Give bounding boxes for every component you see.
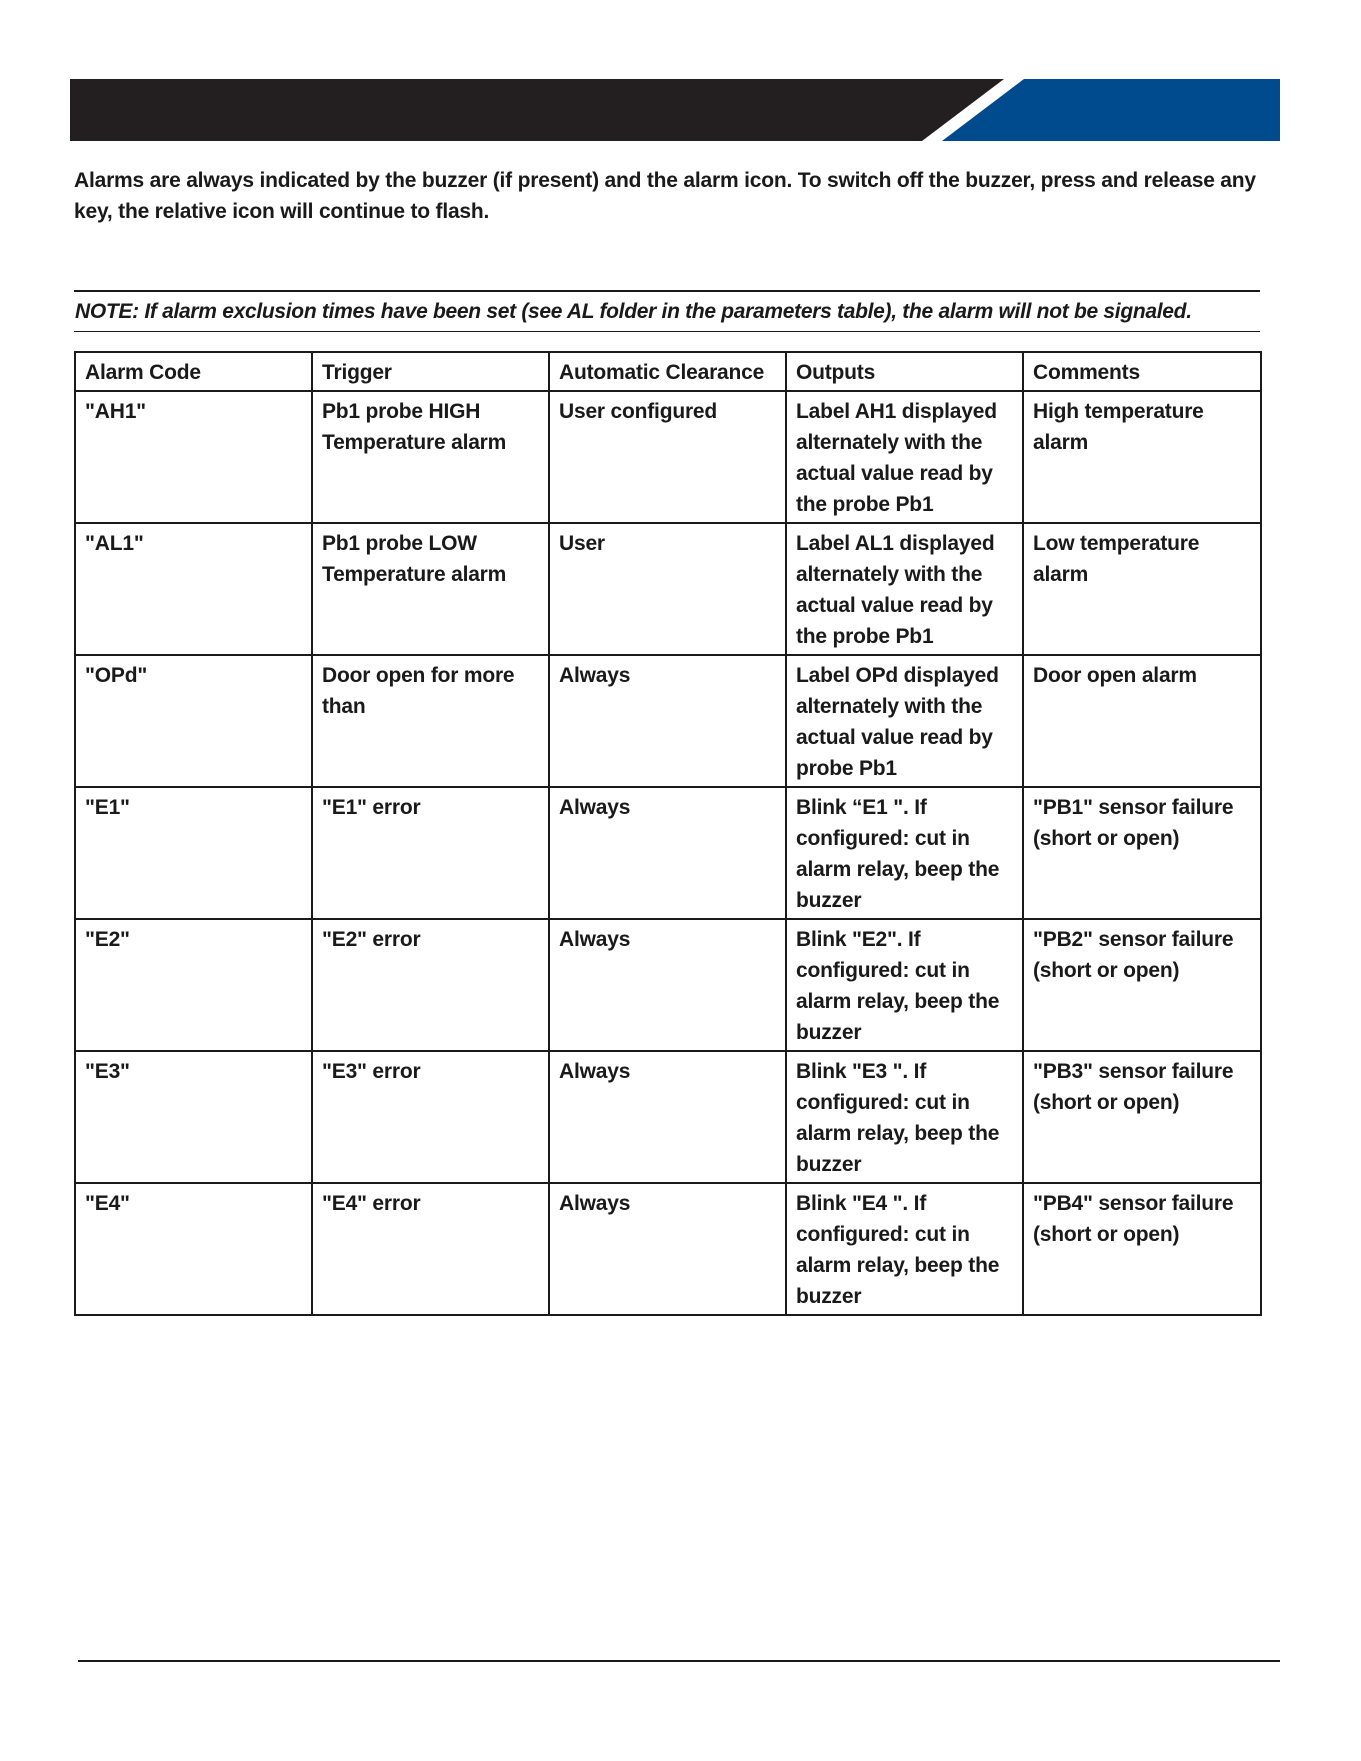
outputs-cell: Blink “E1 ". If configured: cut in alarm relay, beep the buzzer xyxy=(786,787,1023,919)
outputs-cell: Blink "E4 ". If configured: cut in alarm relay, beep the buzzer xyxy=(786,1183,1023,1315)
intro-paragraph: Alarms are always indicated by the buzzer (if present) and the alarm icon. To switch off the buzzer, press and release any key, the relative icon will continue to flash. xyxy=(74,169,1256,223)
clearance-cell: User xyxy=(549,523,786,655)
header-banner xyxy=(70,79,1280,141)
clearance-cell: User configured xyxy=(549,391,786,523)
trigger-cell: Pb1 probe LOW Temperature alarm xyxy=(312,523,549,655)
note-text: NOTE: If alarm exclusion times have been set (see AL folder in the parameters table), the alarm will not be signaled. xyxy=(74,290,1260,332)
table-header-row xyxy=(75,352,1261,391)
header-outputs: Outputs xyxy=(786,352,1023,391)
comments-cell: Door open alarm xyxy=(1023,655,1261,787)
comments-cell: "PB2" sensor failure (short or open) xyxy=(1023,919,1261,1051)
outputs-cell: Label AL1 displayed alternately with the actual value read by the probe Pb1 xyxy=(786,523,1023,655)
trigger-cell: Pb1 probe HIGH Temperature alarm xyxy=(312,391,549,523)
table-row xyxy=(75,1051,1261,1183)
comments-cell: "PB1" sensor failure (short or open) xyxy=(1023,787,1261,919)
alarm-table xyxy=(74,351,1262,1316)
trigger-cell: "E4" error xyxy=(312,1183,549,1315)
alarm-code-cell: "OPd" xyxy=(75,655,312,787)
table-row xyxy=(75,919,1261,1051)
alarm-code-cell: "E2" xyxy=(75,919,312,1051)
header-alarm-code: Alarm Code xyxy=(75,352,312,391)
header-blue-accent xyxy=(942,79,1280,141)
alarm-code-cell: "E4" xyxy=(75,1183,312,1315)
trigger-cell: "E1" error xyxy=(312,787,549,919)
comments-cell: "PB3" sensor failure (short or open) xyxy=(1023,1051,1261,1183)
trigger-cell: Door open for more than xyxy=(312,655,549,787)
alarm-code-cell: "AL1" xyxy=(75,523,312,655)
outputs-cell: Blink "E2". If configured: cut in alarm relay, beep the buzzer xyxy=(786,919,1023,1051)
trigger-cell: "E3" error xyxy=(312,1051,549,1183)
comments-cell: Low temperature alarm xyxy=(1023,523,1261,655)
footer-divider xyxy=(78,1660,1280,1662)
outputs-cell: Blink "E3 ". If configured: cut in alarm relay, beep the buzzer xyxy=(786,1051,1023,1183)
alarm-code-cell: "E3" xyxy=(75,1051,312,1183)
header-trigger: Trigger xyxy=(312,352,549,391)
table-row xyxy=(75,391,1261,523)
header-dark-band xyxy=(70,79,1004,141)
clearance-cell: Always xyxy=(549,655,786,787)
table-row xyxy=(75,1183,1261,1315)
table-row xyxy=(75,787,1261,919)
header-comments: Comments xyxy=(1023,352,1261,391)
header-banner-graphic xyxy=(70,79,1280,141)
outputs-cell: Label AH1 displayed alternately with the actual value read by the probe Pb1 xyxy=(786,391,1023,523)
comments-cell: High temperature alarm xyxy=(1023,391,1261,523)
alarm-code-cell: "AH1" xyxy=(75,391,312,523)
clearance-cell: Always xyxy=(549,1051,786,1183)
table-row xyxy=(75,523,1261,655)
clearance-cell: Always xyxy=(549,1183,786,1315)
header-automatic-clearance: Automatic Clearance xyxy=(549,352,786,391)
table-row xyxy=(75,655,1261,787)
clearance-cell: Always xyxy=(549,787,786,919)
outputs-cell: Label OPd displayed alternately with the actual value read by probe Pb1 xyxy=(786,655,1023,787)
trigger-cell: "E2" error xyxy=(312,919,549,1051)
alarm-code-cell: "E1" xyxy=(75,787,312,919)
clearance-cell: Always xyxy=(549,919,786,1051)
comments-cell: "PB4" sensor failure (short or open) xyxy=(1023,1183,1261,1315)
